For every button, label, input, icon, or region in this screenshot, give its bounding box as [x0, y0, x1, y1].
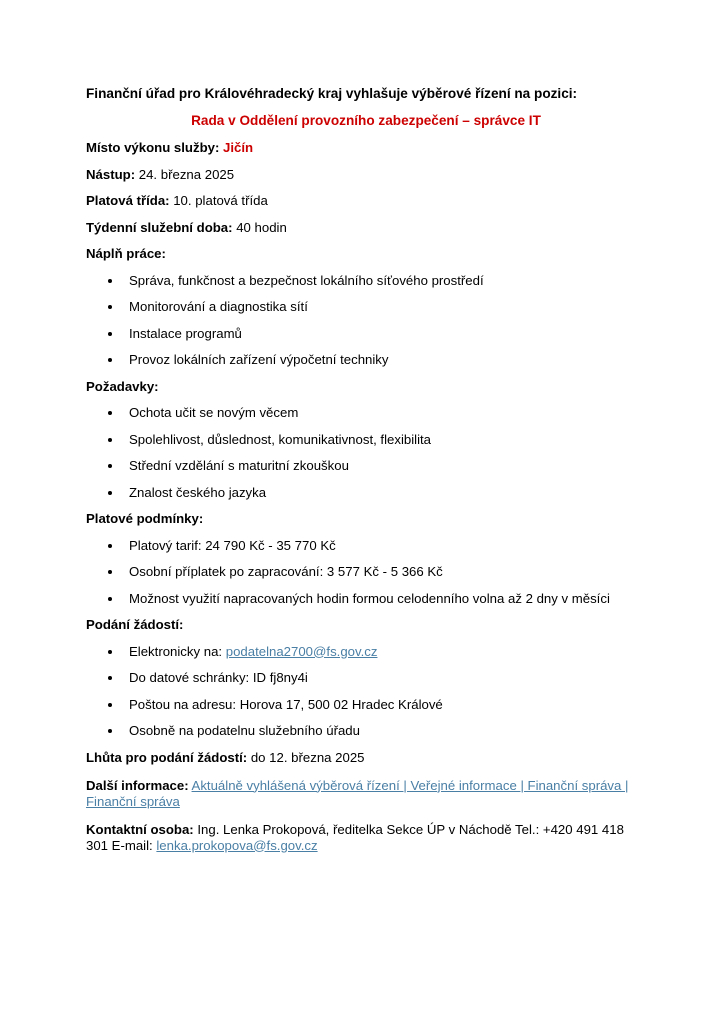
list-item: Spolehlivost, důslednost, komunikativnost, flexibilita — [86, 432, 646, 448]
list-item: Možnost využití napracovaných hodin formou celodenního volna až 2 dny v měsíci — [86, 591, 646, 607]
location-label: Místo výkonu služby: — [86, 140, 220, 155]
list-item: Ochota učit se novým věcem — [86, 405, 646, 421]
application-list — [86, 644, 646, 740]
application-label: Podání žádostí: — [86, 617, 184, 632]
duties-label: Náplň práce: — [86, 246, 166, 261]
duties-list — [86, 273, 646, 369]
list-item: Znalost českého jazyka — [86, 485, 646, 501]
start-label: Nástup: — [86, 166, 136, 182]
list-item: Provoz lokálních zařízení výpočetní techniky — [86, 352, 646, 368]
requirements-label: Požadavky: — [86, 378, 159, 394]
more-info-row — [86, 778, 646, 810]
list-item: Správa, funkčnost a bezpečnost lokálního síťového prostředí — [86, 273, 646, 289]
deadline-label: Lhůta pro podání žádostí: — [86, 749, 248, 765]
list-item: Střední vzdělání s maturitní zkouškou — [86, 458, 646, 474]
start-value: 24. března 2025 — [138, 166, 235, 182]
contact-text: Ing. Lenka Prokopová, ředitelka Sekce ÚP v Náchodě Tel.: +420 491 418 301 E-mail: — [86, 821, 624, 853]
list-item: Instalace programů — [86, 326, 646, 342]
salary-list — [86, 538, 646, 607]
deadline-row — [86, 750, 646, 766]
hours-label: Týdenní služební doba: — [86, 219, 233, 235]
more-info-label: Další informace: — [86, 777, 189, 793]
application-email-link[interactable]: podatelna2700@fs.gov.cz — [225, 643, 378, 659]
list-item: Platový tarif: 24 790 Kč - 35 770 Kč — [86, 538, 646, 554]
deadline-value: do 12. března 2025 — [250, 749, 365, 765]
requirements-list — [86, 405, 646, 501]
announcement-heading: Finanční úřad pro Královéhradecký kraj vyhlašuje výběrové řízení na pozici: — [86, 86, 578, 101]
list-item: Do datové schránky: ID fj8ny4i — [86, 670, 646, 686]
contact-row — [86, 822, 646, 854]
document-page — [86, 86, 646, 864]
location-value: Jičín — [223, 140, 254, 155]
contact-email-link[interactable]: lenka.prokopova@fs.gov.cz — [156, 837, 318, 853]
hours-row — [86, 220, 646, 236]
position-title: Rada v Oddělení provozního zabezpečení – správce IT — [191, 113, 541, 128]
contact-label: Kontaktní osoba: — [86, 821, 194, 837]
salary-class-value: 10. platová třída — [173, 193, 268, 208]
start-row — [86, 167, 646, 183]
list-item — [86, 644, 646, 660]
salary-class-row — [86, 193, 646, 209]
electronic-prefix: Elektronicky na: — [129, 643, 226, 659]
hours-value: 40 hodin — [236, 219, 287, 235]
list-item: Monitorování a diagnostika sítí — [86, 299, 646, 315]
salary-class-label: Platová třída: — [86, 193, 170, 208]
salary-label: Platové podmínky: — [86, 511, 204, 526]
list-item: Osobně na podatelnu služebního úřadu — [86, 723, 646, 739]
list-item: Osobní příplatek po zapracování: 3 577 Kč - 5 366 Kč — [86, 564, 646, 580]
list-item: Poštou na adresu: Horova 17, 500 02 Hradec Králové — [86, 697, 646, 713]
more-info-link[interactable]: Aktuálně vyhlášená výběrová řízení | Veřejné informace | Finanční správa | Finanční správa — [86, 777, 629, 809]
location-row — [86, 140, 646, 156]
